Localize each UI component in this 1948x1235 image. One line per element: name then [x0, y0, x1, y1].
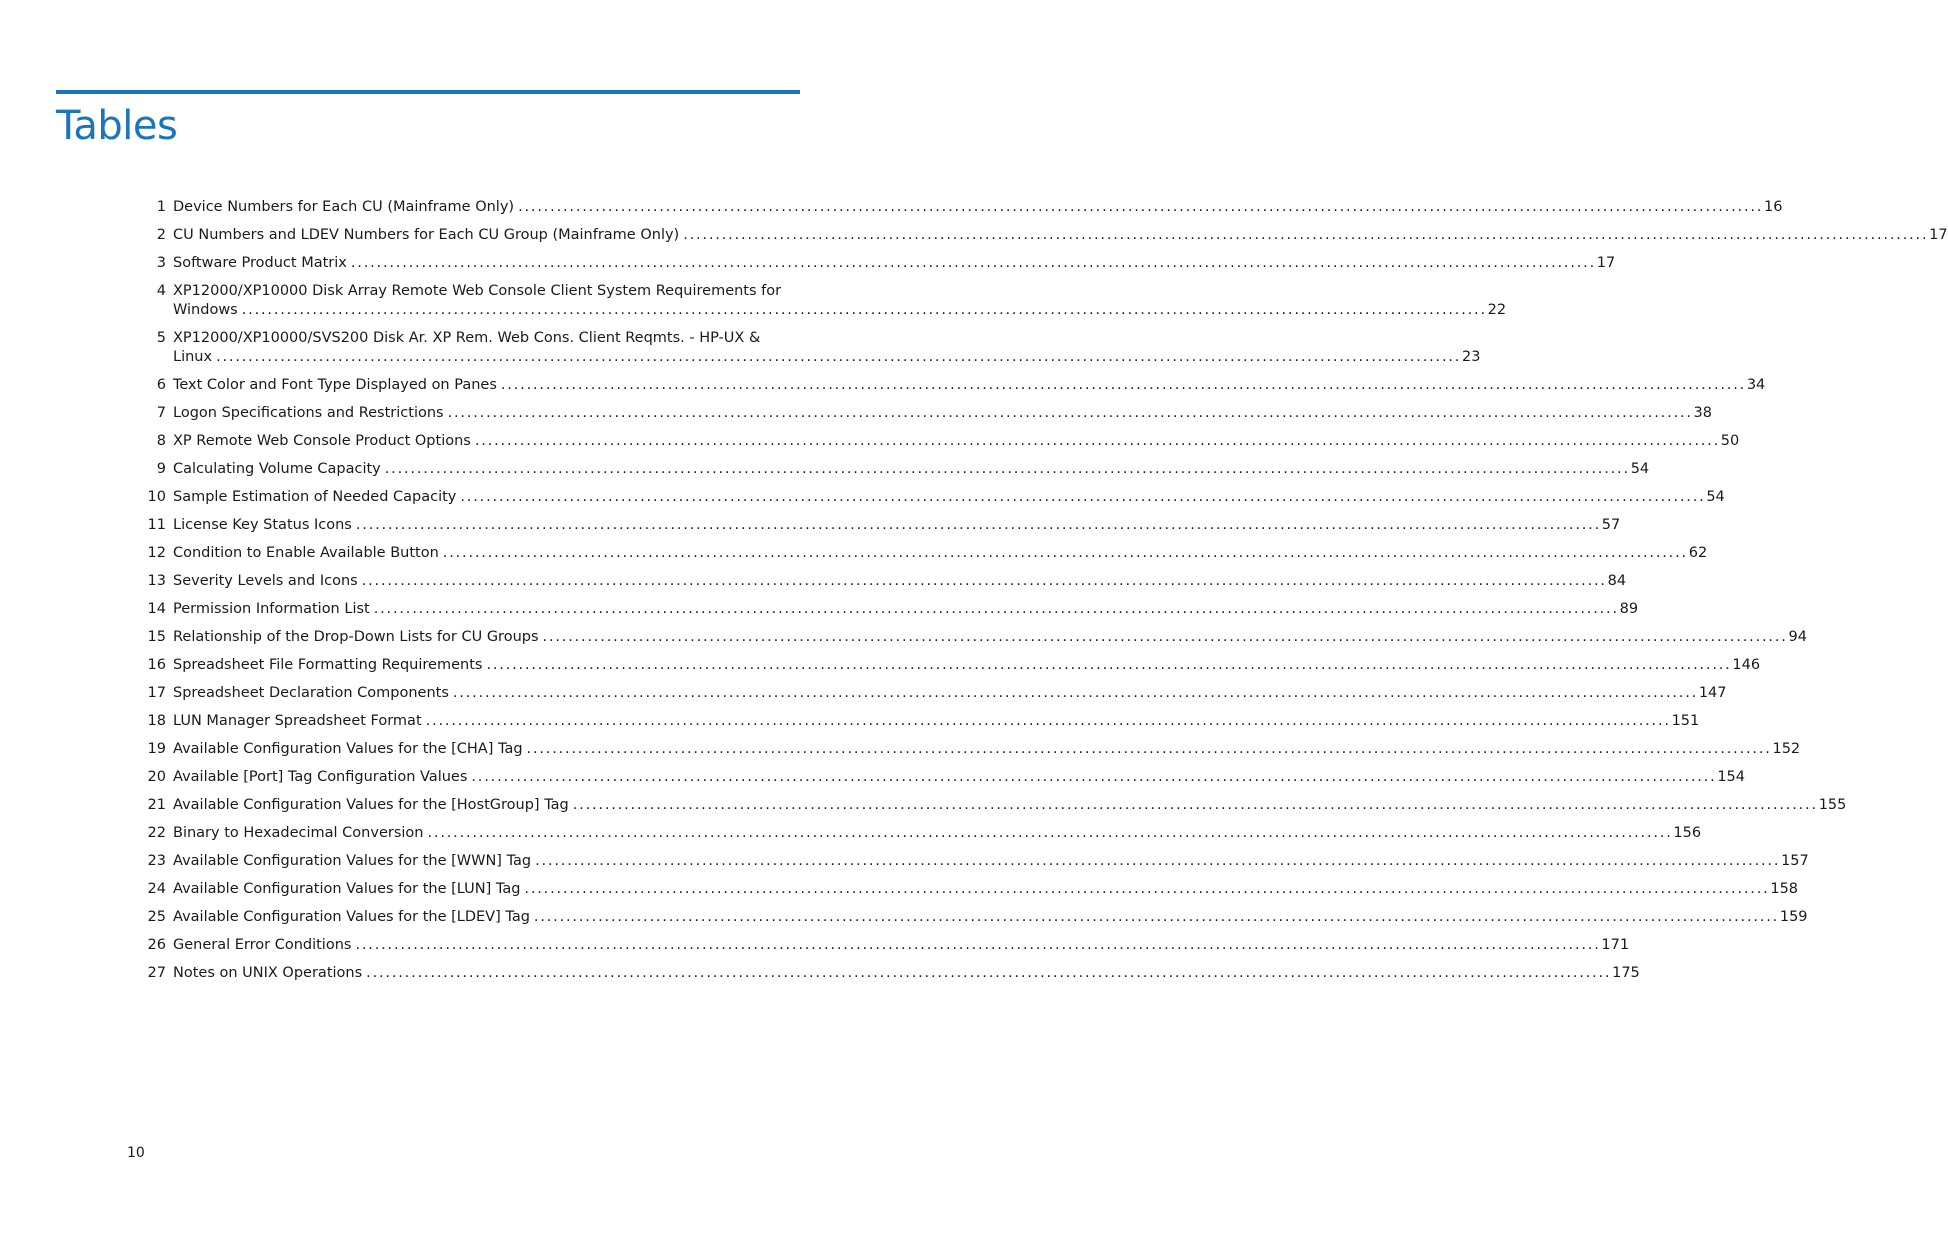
- toc-entry-title: Windows: [173, 302, 238, 318]
- toc-entry-page[interactable]: 94: [1788, 629, 1807, 645]
- toc-entry-body: [173, 404, 1712, 423]
- toc-entry[interactable]: [140, 198, 1783, 217]
- toc-entry[interactable]: [140, 936, 1630, 955]
- toc-entry-page[interactable]: 159: [1779, 909, 1808, 925]
- toc-entry-body: [173, 488, 1725, 507]
- toc-entry-body: [173, 282, 1507, 320]
- toc-entry-number: 11: [147, 517, 166, 533]
- toc-entry[interactable]: [140, 226, 1948, 245]
- toc-entry-number: 17: [147, 685, 166, 701]
- dot-leader: [475, 432, 1717, 451]
- toc-entry[interactable]: [140, 600, 1639, 619]
- toc-entry-title: Linux: [173, 349, 213, 365]
- toc-entry-page[interactable]: 147: [1698, 685, 1727, 701]
- dot-leader: [486, 656, 1728, 675]
- toc-entry-number: 24: [147, 881, 166, 897]
- toc-entry-leader-line: [173, 824, 1702, 843]
- toc-entry-title-line: XP12000/XP10000/SVS200 Disk Ar. XP Rem. Web Cons. Client Reqmts. - HP-UX &: [173, 330, 761, 346]
- toc-entry-leader-line: [173, 796, 1847, 815]
- toc-entry[interactable]: [140, 254, 1616, 273]
- dot-leader: [385, 460, 1627, 479]
- toc-entry-number: 23: [147, 853, 166, 869]
- toc-entry-title: Notes on UNIX Operations: [173, 965, 363, 981]
- toc-entry-page[interactable]: 151: [1671, 713, 1700, 729]
- toc-entry-title: Condition to Enable Available Button: [173, 545, 439, 561]
- toc-entry-leader-line: [173, 488, 1725, 507]
- toc-entry-title: Severity Levels and Icons: [173, 573, 358, 589]
- page-number: 10: [127, 1145, 145, 1161]
- toc-entry-number: 2: [156, 227, 166, 243]
- toc-entry[interactable]: [140, 329, 1481, 367]
- toc-entry-number: 6: [156, 377, 166, 393]
- toc-entry-title: Spreadsheet File Formatting Requirements: [173, 657, 483, 673]
- table-of-contents: [140, 198, 1948, 992]
- toc-entry-leader-line: [173, 740, 1801, 759]
- toc-entry[interactable]: [140, 796, 1847, 815]
- toc-entry-number: 18: [147, 713, 166, 729]
- toc-entry-title: Relationship of the Drop-Down Lists for CU Groups: [173, 629, 539, 645]
- dot-leader: [453, 684, 1695, 703]
- toc-entry[interactable]: [140, 376, 1766, 395]
- toc-entry-number: 3: [156, 255, 166, 271]
- toc-entry-body: [173, 684, 1727, 703]
- toc-entry-page[interactable]: 62: [1688, 545, 1708, 561]
- dot-leader: [443, 544, 1685, 563]
- toc-entry-number: 27: [147, 965, 166, 981]
- dot-leader: [362, 572, 1604, 591]
- toc-entry-body: [173, 656, 1761, 675]
- dot-leader: [427, 824, 1669, 843]
- toc-entry[interactable]: [140, 852, 1809, 871]
- dot-leader: [543, 628, 1785, 647]
- toc-entry-body: [173, 329, 1481, 367]
- toc-entry-title: Binary to Hexadecimal Conversion: [173, 825, 424, 841]
- toc-entry-number: 19: [147, 741, 166, 757]
- toc-entry-number: 5: [156, 330, 166, 346]
- toc-entry-leader-line: [173, 544, 1708, 563]
- toc-entry-number: 13: [147, 573, 166, 589]
- toc-entry-number: 9: [156, 461, 166, 477]
- toc-entry-leader-line: [173, 628, 1807, 647]
- toc-entry-body: [173, 908, 1808, 927]
- dot-leader: [683, 226, 1925, 245]
- toc-entry-page[interactable]: 54: [1630, 461, 1650, 477]
- toc-entry-body: [173, 254, 1616, 273]
- toc-entry-title: Device Numbers for Each CU (Mainframe Only): [173, 199, 515, 215]
- toc-entry-leader-line: [173, 656, 1761, 675]
- toc-entry-number: 1: [156, 199, 166, 215]
- toc-entry[interactable]: [140, 908, 1808, 927]
- toc-entry-page[interactable]: 152: [1772, 741, 1801, 757]
- dot-leader: [356, 516, 1598, 535]
- toc-entry-title: General Error Conditions: [173, 937, 352, 953]
- toc-entry-title: Available Configuration Values for the [WWN] Tag: [173, 853, 532, 869]
- toc-entry-leader-line: [173, 572, 1627, 591]
- toc-entry-title: Spreadsheet Declaration Components: [173, 685, 449, 701]
- dot-leader: [374, 600, 1616, 619]
- toc-entry-leader-line: [173, 376, 1766, 395]
- toc-entry-body: [173, 768, 1746, 787]
- toc-entry-leader-line: [173, 712, 1700, 731]
- dot-leader: [351, 254, 1593, 273]
- dot-leader: [573, 796, 1815, 815]
- toc-entry[interactable]: [140, 282, 1507, 320]
- toc-entry-page[interactable]: 158: [1770, 881, 1799, 897]
- toc-entry-page[interactable]: 157: [1781, 853, 1809, 869]
- toc-entry-page[interactable]: 89: [1619, 601, 1639, 617]
- dot-leader: [471, 768, 1713, 787]
- toc-entry-body: [173, 600, 1639, 619]
- toc-entry-title: Available Configuration Values for the [LUN] Tag: [173, 881, 521, 897]
- toc-entry-number: 25: [147, 909, 166, 925]
- toc-entry-page[interactable]: 155: [1818, 797, 1847, 813]
- toc-entry-number: 10: [147, 489, 166, 505]
- title-rule: [56, 90, 800, 94]
- toc-entry-number: 12: [147, 545, 166, 561]
- toc-entry-body: [173, 712, 1700, 731]
- toc-entry-page[interactable]: 84: [1607, 573, 1627, 589]
- toc-entry-leader-line: [173, 348, 1481, 367]
- toc-entry-title: LUN Manager Spreadsheet Format: [173, 713, 422, 729]
- toc-entry-title: Permission Information List: [173, 601, 370, 617]
- toc-entry-number: 22: [147, 825, 166, 841]
- dot-leader: [242, 301, 1484, 320]
- toc-entry-number: 15: [147, 629, 166, 645]
- toc-entry-body: [173, 572, 1627, 591]
- dot-leader: [501, 376, 1743, 395]
- toc-entry-leader-line: [173, 964, 1640, 983]
- toc-entry[interactable]: [140, 964, 1640, 983]
- toc-entry-title: Software Product Matrix: [173, 255, 347, 271]
- toc-entry[interactable]: [140, 404, 1712, 423]
- toc-entry-page[interactable]: 34: [1746, 377, 1766, 393]
- toc-entry-title: Available Configuration Values for the [LDEV] Tag: [173, 909, 530, 925]
- toc-entry-body: [173, 824, 1702, 843]
- toc-entry-page[interactable]: 146: [1732, 657, 1761, 673]
- toc-entry-title: CU Numbers and LDEV Numbers for Each CU Group (Mainframe Only): [173, 227, 680, 243]
- toc-entry-number: 4: [156, 283, 166, 299]
- toc-entry-body: [173, 628, 1807, 647]
- toc-entry-leader-line: [173, 880, 1799, 899]
- dot-leader: [448, 404, 1690, 423]
- toc-entry-page[interactable]: 54: [1706, 489, 1725, 505]
- toc-entry-title: Available Configuration Values for the [CHA] Tag: [173, 741, 523, 757]
- page-title: Tables: [56, 103, 178, 149]
- toc-entry[interactable]: [140, 768, 1746, 787]
- toc-entry[interactable]: [140, 544, 1708, 563]
- toc-entry-body: [173, 880, 1799, 899]
- toc-entry[interactable]: [140, 740, 1801, 759]
- toc-entry[interactable]: [140, 432, 1740, 451]
- toc-entry-body: [173, 852, 1809, 871]
- toc-entry-title: XP Remote Web Console Product Options: [173, 433, 471, 449]
- toc-entry-title: Sample Estimation of Needed Capacity: [173, 489, 457, 505]
- toc-entry[interactable]: [140, 656, 1761, 675]
- toc-entry-page[interactable]: 50: [1720, 433, 1740, 449]
- toc-entry-body: [173, 936, 1630, 955]
- toc-entry-page[interactable]: 23: [1462, 349, 1481, 365]
- toc-entry[interactable]: [140, 684, 1727, 703]
- toc-entry-title: Text Color and Font Type Displayed on Panes: [173, 377, 497, 393]
- toc-entry-title: Logon Specifications and Restrictions: [173, 405, 444, 421]
- toc-entry-body: [173, 376, 1766, 395]
- toc-entry-leader-line: [173, 684, 1727, 703]
- toc-entry-body: [173, 544, 1708, 563]
- toc-entry-page[interactable]: 22: [1487, 302, 1507, 318]
- toc-entry-title: License Key Status Icons: [173, 517, 352, 533]
- toc-entry-title: Available [Port] Tag Configuration Values: [173, 769, 468, 785]
- dot-leader: [534, 908, 1776, 927]
- toc-entry-page[interactable]: 156: [1673, 825, 1702, 841]
- toc-entry-body: [173, 460, 1650, 479]
- toc-entry[interactable]: [140, 712, 1700, 731]
- toc-entry[interactable]: [140, 628, 1807, 647]
- dot-leader: [524, 880, 1766, 899]
- toc-entry-leader-line: [173, 600, 1639, 619]
- dot-leader: [527, 740, 1769, 759]
- dot-leader: [366, 964, 1608, 983]
- dot-leader: [460, 488, 1702, 507]
- toc-entry[interactable]: [140, 824, 1702, 843]
- toc-entry-number: 7: [156, 405, 166, 421]
- dot-leader: [518, 198, 1760, 217]
- toc-entry-leader-line: [173, 768, 1746, 787]
- toc-entry-body: [173, 226, 1948, 245]
- toc-entry-leader-line: [173, 516, 1621, 535]
- toc-entry[interactable]: [140, 460, 1650, 479]
- toc-entry-page[interactable]: 154: [1717, 769, 1746, 785]
- toc-entry-body: [173, 516, 1621, 535]
- toc-entry-page[interactable]: 16: [1764, 199, 1783, 215]
- toc-entry-body: [173, 198, 1783, 217]
- toc-entry-page[interactable]: 171: [1601, 937, 1630, 953]
- toc-entry-leader-line: [173, 852, 1809, 871]
- toc-entry[interactable]: [140, 488, 1725, 507]
- toc-entry-title: Available Configuration Values for the [HostGroup] Tag: [173, 797, 569, 813]
- toc-entry[interactable]: [140, 572, 1627, 591]
- toc-entry-number: 26: [147, 937, 166, 953]
- toc-entry-number: 16: [147, 657, 166, 673]
- toc-entry-page[interactable]: 17: [1596, 255, 1616, 271]
- toc-entry-number: 8: [156, 433, 166, 449]
- dot-leader: [535, 852, 1777, 871]
- toc-entry-page[interactable]: 38: [1693, 405, 1712, 421]
- toc-entry-title-line: XP12000/XP10000 Disk Array Remote Web Console Client System Requirements for: [173, 283, 782, 299]
- toc-entry-page[interactable]: 17: [1929, 227, 1948, 243]
- dot-leader: [426, 712, 1668, 731]
- toc-entry-page[interactable]: 57: [1601, 517, 1621, 533]
- toc-entry-number: 14: [147, 601, 166, 617]
- toc-entry-page[interactable]: 175: [1612, 965, 1640, 981]
- toc-entry-number: 21: [147, 797, 166, 813]
- toc-entry-leader-line: [173, 404, 1712, 423]
- toc-entry-leader-line: [173, 254, 1616, 273]
- dot-leader: [216, 348, 1458, 367]
- dot-leader: [355, 936, 1597, 955]
- toc-entry-leader-line: [173, 908, 1808, 927]
- toc-entry[interactable]: [140, 880, 1799, 899]
- toc-entry-leader-line: [173, 301, 1507, 320]
- toc-entry-body: [173, 964, 1640, 983]
- toc-entry-title: Calculating Volume Capacity: [173, 461, 381, 477]
- toc-entry-leader-line: [173, 460, 1650, 479]
- toc-entry-number: 20: [147, 769, 166, 785]
- toc-entry-leader-line: [173, 198, 1783, 217]
- toc-entry-body: [173, 432, 1740, 451]
- toc-entry[interactable]: [140, 516, 1621, 535]
- toc-entry-body: [173, 796, 1847, 815]
- toc-entry-leader-line: [173, 936, 1630, 955]
- toc-entry-leader-line: [173, 226, 1948, 245]
- toc-entry-body: [173, 740, 1801, 759]
- toc-entry-leader-line: [173, 432, 1740, 451]
